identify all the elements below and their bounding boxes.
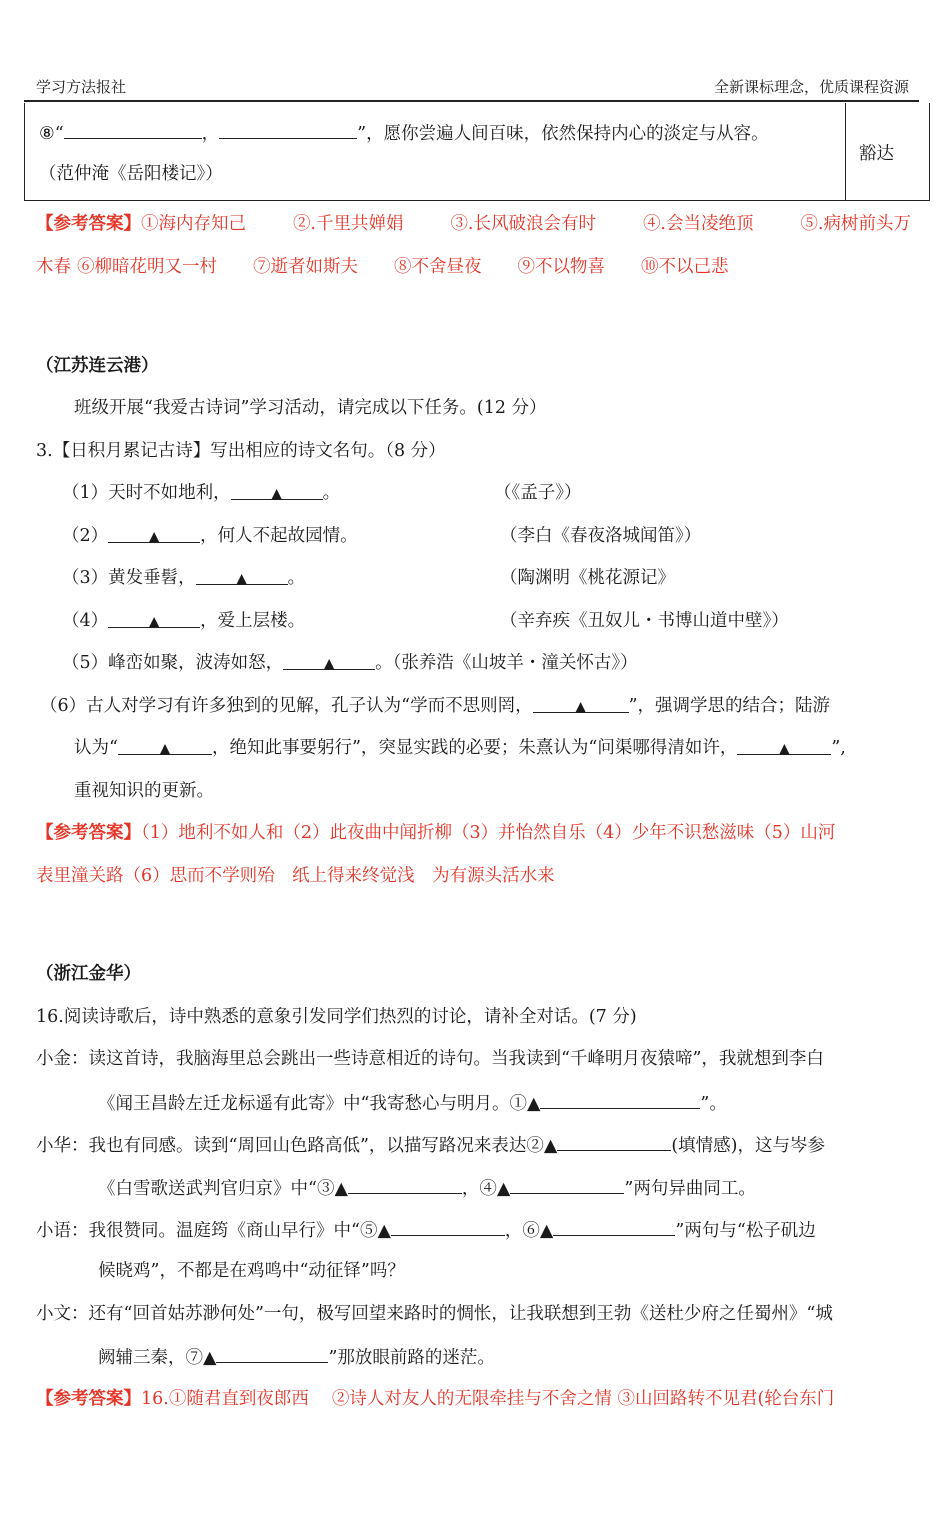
blank [283,651,375,670]
blank [348,1175,462,1194]
answer-block-2-line2: 表里潼关路（6）思而不学则殆 纸上得来终觉浅 为有源头活水来 [36,866,555,886]
answer-label: 【参考答案】 [36,214,141,234]
answer-label: 【参考答案】 [36,1389,141,1409]
q3-item-1-source: （《孟子》） [494,483,582,503]
blank [391,1217,505,1236]
table-source: （范仲淹《岳阳楼记》） [39,164,223,184]
q3-item-2-source: （李白《春夜洛城闻笛》） [500,526,702,546]
q3-item-4-source: （辛弃疾《丑奴儿・书博山道中壁》） [500,611,789,631]
triangle-icon: ▲ [159,741,171,757]
table-right-cell: 豁达 [859,144,894,164]
blank [219,120,357,139]
triangle-icon: ▲ [236,571,248,587]
table-line-8: ⑧“ ， ”，愿你尝遍人间百味，依然保持内心的淡定与从容。 [39,120,769,146]
q3-item-3-source: （陶渊明《桃花源记》 [500,568,675,588]
q3-item-2: （2） ▲ ，何人不起故园情。 [62,526,358,546]
dialog-xiaohua-line1: 小华：我也有同感。读到“周回山色路高低”，以描写路况来表达②▲ (填情感)，这与岑参 [36,1132,825,1158]
blank [64,120,202,139]
blank [553,1217,675,1236]
dialog-xiaojin-line2: 《闻王昌龄左迁龙标遥有此寄》中“我寄愁心与明月。①▲ ”。 [98,1090,727,1116]
table-divider [845,103,846,200]
header-rule [24,100,919,102]
question-16-title: 16.阅读诗歌后，诗中熟悉的意象引发同学们热烈的讨论，请补全对话。(7 分) [36,1007,637,1027]
q3-item-4: （4） ▲ ，爱上层楼。 [62,611,306,631]
answer-block-1-line2: 木春 ⑥柳暗花明又一村 ⑦逝者如斯夫 ⑧不舍昼夜 ⑨不以物喜 ⑩不以己悲 [36,257,729,277]
triangle-icon: ▲ [148,529,160,545]
dialog-xiaowen-line1: 小文：还有“回首姑苏渺何处”一句，极写回望来路时的惆怅，让我联想到王勃《送杜少府之任蜀州》“城 [36,1304,833,1324]
activity-intro: 班级开展“我爱古诗词”学习活动，请完成以下任务。(12 分） [74,398,547,418]
blank [231,481,323,500]
answer-block-2-line1: 【参考答案】（1）地利不如人和（2）此夜曲中闻折柳（3）并怡然自乐（4）少年不识愁滋味（5）山河 [36,823,836,843]
answer-block-1-line1: 【参考答案】①海内存知己 ②.千里共婵娟 ③.长风破浪会有时 ④.会当凌绝顶 ⑤.病树前头万 [36,214,911,234]
blank [108,524,200,543]
dialog-xiaoyu-line1: 小语：我很赞同。温庭筠《商山早行》中“⑤▲ ，⑥▲ ”两句与“松子矶边 [36,1217,816,1243]
dialog-xiaoyu-line2: 候晓鸡”，不都是在鸡鸣中“动征铎”吗？ [98,1261,405,1281]
header-publisher: 学习方法报社 [36,78,127,96]
blank [196,566,288,585]
blank [540,1090,700,1109]
triangle-icon: ▲ [148,614,160,630]
region-jiangsu: （江苏连云港） [36,356,159,376]
triangle-icon: ▲ [271,486,283,502]
blank [737,736,831,755]
dialog-xiaojin-line1: 小金：读这首诗，我脑海里总会跳出一些诗意相近的诗句。当我读到“千峰明月夜猿啼”，我就想到李白 [36,1049,824,1069]
blank [557,1132,671,1151]
blank [510,1175,624,1194]
triangle-icon: ▲ [575,699,586,715]
q3-item-6-line3: 重视知识的更新。 [74,781,214,801]
dialog-xiaowen-line2: 阙辅三秦，⑦▲ ”那放眼前路的迷茫。 [98,1344,495,1370]
q3-item-6-line2: 认为“ ▲ ，绝知此事要躬行”，突显实践的必要；朱熹认为“问渠哪得清如许， ▲ ”, [74,738,846,758]
region-zhejiang: （浙江金华） [36,964,141,984]
q3-item-1: （1）天时不如地利， ▲ 。 [62,483,341,503]
blank [108,609,200,628]
triangle-icon: ▲ [323,656,335,672]
table-box [24,103,930,201]
q3-item-6-line1: （6）古人对学习有许多独到的见解，孔子认为“学而不思则罔， ▲ ”，强调学思的结合；陆游 [40,696,831,716]
triangle-icon: ▲ [778,741,790,757]
answer-block-3: 【参考答案】16.①随君直到夜郎西 ②诗人对友人的无限牵挂与不舍之情 ③山回路转不见君(轮台东门 [36,1389,835,1409]
q3-item-3: （3）黄发垂髫， ▲ 。 [62,568,306,588]
question-3-title: 3.【日积月累记古诗】写出相应的诗文名句。（8 分） [36,441,446,461]
blank [118,736,212,755]
answer-label: 【参考答案】 [36,823,141,843]
blank [216,1344,328,1363]
blank [533,694,629,713]
dialog-xiaohua-line2: 《白雪歌送武判官归京》中“③▲ ，④▲ ”两句异曲同工。 [98,1175,756,1201]
header-slogan: 全新课标理念，优质课程资源 [713,78,909,96]
q3-item-5: （5）峰峦如聚，波涛如怒， ▲ 。（张养浩《山坡羊・潼关怀古》） [62,653,638,673]
